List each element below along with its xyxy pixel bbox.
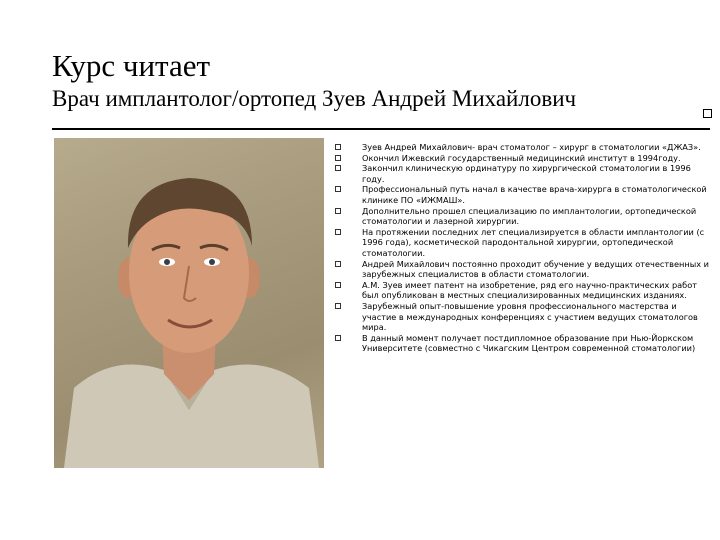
square-bullet-icon <box>335 282 341 288</box>
square-bullet-icon <box>335 261 341 267</box>
slide-subtitle: Врач имплантолог/ортопед Зуев Андрей Михайлович <box>52 86 577 111</box>
square-bullet-icon <box>335 144 341 150</box>
list-item: А.М. Зуев имеет патент на изобретение, ряд его научно-практических работ был опубликован в местных специализированных медицинских изданиях. <box>330 280 710 301</box>
list-item: Дополнительно прошел специализацию по имплантологии, ортопедической стоматологии и лазерной хирургии. <box>330 206 710 227</box>
square-bullet-icon <box>335 186 341 192</box>
portrait-illustration <box>54 138 324 468</box>
divider-end-square <box>703 109 712 118</box>
list-item: Закончил клиническую ординатуру по хирургической стоматологии в 1996 году. <box>330 163 710 184</box>
square-bullet-icon <box>335 155 341 161</box>
portrait-photo <box>54 138 324 468</box>
square-bullet-icon <box>335 335 341 341</box>
square-bullet-icon <box>335 229 341 235</box>
square-bullet-icon <box>335 303 341 309</box>
square-bullet-icon <box>335 208 341 214</box>
title-divider <box>52 128 710 130</box>
list-item: Окончил Ижевский государственный медицинский институт в 1994году. <box>330 153 710 164</box>
list-item: Андрей Михайлович постоянно проходит обучение у ведущих отечественных и зарубежных специалистов в области стоматологии. <box>330 259 710 280</box>
list-item: Профессиональный путь начал в качестве врача-хирурга в стоматологической клинике ПО «ИЖМАШ». <box>330 184 710 205</box>
slide-title: Курс читает <box>52 48 211 83</box>
bio-bullet-list <box>330 142 710 354</box>
list-item: Зарубежный опыт-повышение уровня профессионального мастерства и участие в международных конференциях с участием ведущих стоматологов мира. <box>330 301 710 333</box>
list-item: В данный момент получает постдипломное образование при Нью-Йоркском Университете (совместно с Чикагским Центром современной стоматологии) <box>330 333 710 354</box>
list-item: Зуев Андрей Михайлович- врач стоматолог – хирург в стоматологии «ДЖАЗ». <box>330 142 710 153</box>
list-item: На протяжении последних лет специализируется в области имплантологии (с 1996 года), косметической пародонтальной хирургии, ортопедической стоматологии. <box>330 227 710 259</box>
square-bullet-icon <box>335 165 341 171</box>
